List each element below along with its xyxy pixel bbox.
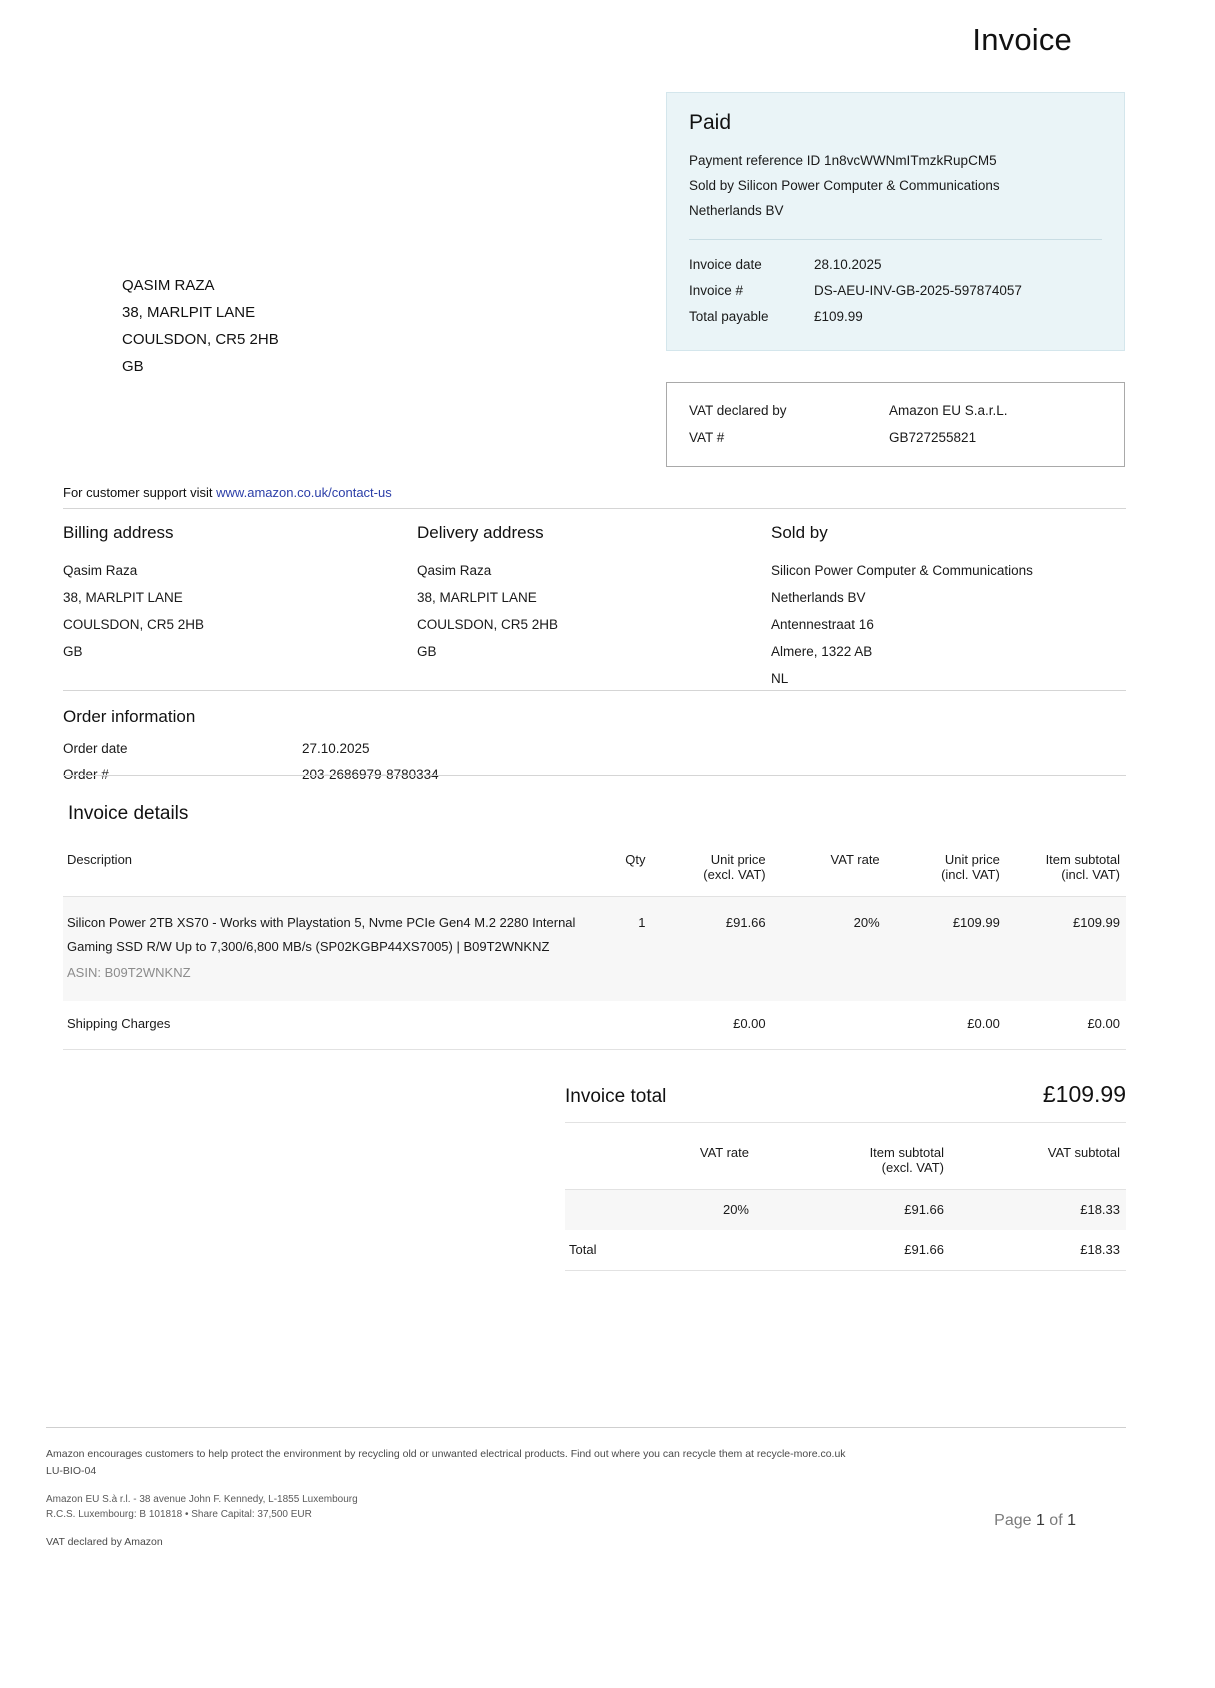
customer-support-line: [63, 485, 392, 500]
sold-by-line: NL: [771, 671, 789, 686]
delivery-address-line: COULSDON, CR5 2HB: [417, 617, 559, 632]
invoice-number-value: DS-AEU-INV-GB-2025-597874057: [814, 283, 1022, 298]
sold-by-heading: Sold by: [771, 523, 828, 542]
sold-by-line-2: Netherlands BV: [689, 203, 784, 218]
shipping-subtotal: £0.00: [1006, 1001, 1126, 1050]
table-row-shipping: [63, 1001, 1126, 1050]
page-number-total: 1: [1067, 1512, 1076, 1529]
order-number-value: 203-2686979-8780334: [302, 767, 439, 782]
customer-address-block: [122, 272, 279, 380]
delivery-address-heading: Delivery address: [417, 523, 544, 542]
billing-address-line: COULSDON, CR5 2HB: [63, 617, 205, 632]
vat-summary-column-vat-rate: VAT rate: [565, 1133, 755, 1190]
invoice-number-row: [689, 278, 1102, 304]
item-description: Silicon Power 2TB XS70 - Works with Playstation 5, Nvme PCIe Gen4 M.2 2280 Internal Gaming SSD R/W Up to 7,300/6,800 MB/s (SP02KGBP44XS7005) | B09T2WNKNZ: [67, 915, 576, 954]
vat-summary-vat-subtotal: £18.33: [950, 1190, 1126, 1231]
page-number-middle: of: [1044, 1512, 1068, 1529]
vat-summary-table: [565, 1133, 1126, 1271]
order-date-label: Order date: [63, 741, 128, 756]
billing-address-line: Qasim Raza: [63, 563, 138, 578]
column-header-unit-price-excl-sub: (excl. VAT): [703, 867, 766, 882]
vat-declared-by-value: Amazon EU S.a.r.L.: [889, 403, 1008, 418]
customer-country: GB: [122, 358, 144, 375]
vat-summary-row: [565, 1190, 1126, 1231]
billing-address-line: 38, MARLPIT LANE: [63, 590, 183, 605]
order-date-row: [63, 736, 1126, 762]
total-payable-label: Total payable: [689, 309, 769, 324]
vat-summary-column-item-subtotal-sub: (excl. VAT): [881, 1160, 944, 1175]
page-number-prefix: Page: [994, 1512, 1036, 1529]
sold-by-line: Netherlands BV: [771, 590, 866, 605]
customer-street: 38, MARLPIT LANE: [122, 304, 256, 321]
total-payable-row: [689, 304, 1102, 330]
column-header-unit-price-incl-main: Unit price: [944, 852, 1000, 867]
payment-reference: Payment reference ID 1n8vcWWNmITmzkRupCM5: [689, 153, 997, 168]
divider-above-invoice-details: [63, 775, 1126, 776]
invoice-date-row: [689, 252, 1102, 278]
footer-divider: [46, 1427, 1126, 1428]
page-title: Invoice: [972, 22, 1072, 57]
invoice-total-section: [565, 1081, 1126, 1123]
legal-registration: R.C.S. Luxembourg: B 101818 • Share Capital: 37,500 EUR: [46, 1509, 312, 1520]
invoice-items-table: [63, 845, 1126, 1050]
order-date-value: 27.10.2025: [302, 741, 370, 756]
table-header-row: [63, 845, 1126, 897]
divider-above-addresses: [63, 508, 1126, 509]
column-header-item-subtotal-sub: (incl. VAT): [1061, 867, 1120, 882]
order-number-label: Order #: [63, 767, 109, 782]
spacer: [46, 1480, 1126, 1492]
vat-declared-by-amazon: VAT declared by Amazon: [46, 1536, 163, 1548]
shipping-unit-price-excl: £0.00: [652, 1001, 772, 1050]
column-header-item-subtotal-main: Item subtotal: [1045, 852, 1120, 867]
invoice-details-heading: Invoice details: [68, 803, 189, 824]
document-code: LU-BIO-04: [46, 1465, 97, 1477]
sold-by-line: Almere, 1322 AB: [771, 644, 873, 659]
vat-declaration-panel: [666, 382, 1125, 467]
column-header-qty: Qty: [592, 845, 651, 897]
shipping-qty: [592, 1001, 651, 1050]
column-header-unit-price-excl: [652, 845, 772, 897]
paid-status-panel: [666, 92, 1125, 351]
divider: [689, 239, 1102, 240]
item-vat-rate: 20%: [853, 915, 880, 930]
vat-summary-total-item-subtotal: £91.66: [755, 1230, 950, 1271]
vat-summary-column-vat-subtotal: VAT subtotal: [950, 1133, 1126, 1190]
column-header-unit-price-incl: [886, 845, 1006, 897]
sold-by-column: [771, 523, 1125, 692]
invoice-total-value: £109.99: [1042, 1081, 1126, 1107]
spacer: [46, 1522, 1126, 1534]
item-unit-price-incl: £109.99: [952, 915, 1000, 930]
vat-number-value: GB727255821: [889, 430, 977, 445]
column-header-vat-rate: VAT rate: [772, 845, 886, 897]
invoice-date-label: Invoice date: [689, 257, 762, 272]
support-link[interactable]: www.amazon.co.uk/contact-us: [216, 485, 392, 500]
vat-summary-column-item-subtotal: [755, 1133, 950, 1190]
vat-summary-item-subtotal: £91.66: [755, 1190, 950, 1231]
delivery-address-line: GB: [417, 644, 437, 659]
address-columns: [63, 523, 1126, 692]
vat-number-label: VAT #: [689, 430, 725, 445]
item-subtotal: £109.99: [1073, 915, 1120, 930]
billing-address-column: [63, 523, 417, 692]
item-unit-price-excl: £91.66: [725, 915, 766, 930]
shipping-description: Shipping Charges: [63, 1001, 592, 1050]
sold-by-line-1: Sold by Silicon Power Computer & Communications: [689, 178, 1000, 193]
vat-summary-column-item-subtotal-main: Item subtotal: [869, 1145, 944, 1160]
column-header-unit-price-excl-main: Unit price: [710, 852, 766, 867]
vat-declared-by-label: VAT declared by: [689, 403, 787, 418]
divider-above-order-info: [63, 690, 1126, 691]
page-number: [994, 1512, 1076, 1530]
vat-declared-by-row: [689, 397, 1102, 424]
item-qty: 1: [638, 915, 646, 930]
sold-by-line: Antennestraat 16: [771, 617, 874, 632]
invoice-date-value: 28.10.2025: [814, 257, 882, 272]
vat-summary-total-label: Total: [565, 1230, 755, 1271]
column-header-item-subtotal: [1006, 845, 1126, 897]
column-header-description: Description: [63, 845, 592, 897]
recycling-notice: Amazon encourages customers to help protect the environment by recycling old or unwanted electrical products. Find out where you can recycle them at recycle-more.co.uk: [46, 1448, 846, 1460]
support-text: For customer support visit: [63, 485, 217, 500]
delivery-address-line: Qasim Raza: [417, 563, 492, 578]
shipping-unit-price-incl: £0.00: [886, 1001, 1006, 1050]
payment-status: Paid: [689, 111, 732, 134]
vat-summary-rate: 20%: [565, 1190, 755, 1231]
table-row: [63, 897, 1126, 1002]
item-description-cell: [63, 897, 592, 1002]
delivery-address-line: 38, MARLPIT LANE: [417, 590, 537, 605]
customer-city: COULSDON, CR5 2HB: [122, 331, 279, 348]
customer-name: QASIM RAZA: [122, 277, 215, 294]
sold-by-line: Silicon Power Computer & Communications: [771, 563, 1033, 578]
item-asin: ASIN: B09T2WNKNZ: [67, 965, 191, 980]
total-payable-value: £109.99: [814, 309, 863, 324]
shipping-vat-rate: [772, 1001, 886, 1050]
legal-address: Amazon EU S.à r.l. - 38 avenue John F. Kennedy, L-1855 Luxembourg: [46, 1494, 358, 1505]
column-header-unit-price-incl-sub: (incl. VAT): [941, 867, 1000, 882]
order-information-heading: Order information: [63, 707, 196, 726]
page-number-current: 1: [1035, 1512, 1045, 1529]
vat-summary-header-row: [565, 1133, 1126, 1190]
billing-address-heading: Billing address: [63, 523, 174, 542]
delivery-address-column: [417, 523, 771, 692]
vat-summary-total-row: [565, 1230, 1126, 1271]
vat-number-row: [689, 424, 1102, 451]
invoice-total-label: Invoice total: [565, 1086, 667, 1107]
invoice-total-row: [565, 1081, 1126, 1123]
billing-address-line: GB: [63, 644, 83, 659]
footer: [46, 1427, 1126, 1551]
vat-summary-total-vat-subtotal: £18.33: [950, 1230, 1126, 1271]
invoice-number-label: Invoice #: [689, 283, 744, 298]
